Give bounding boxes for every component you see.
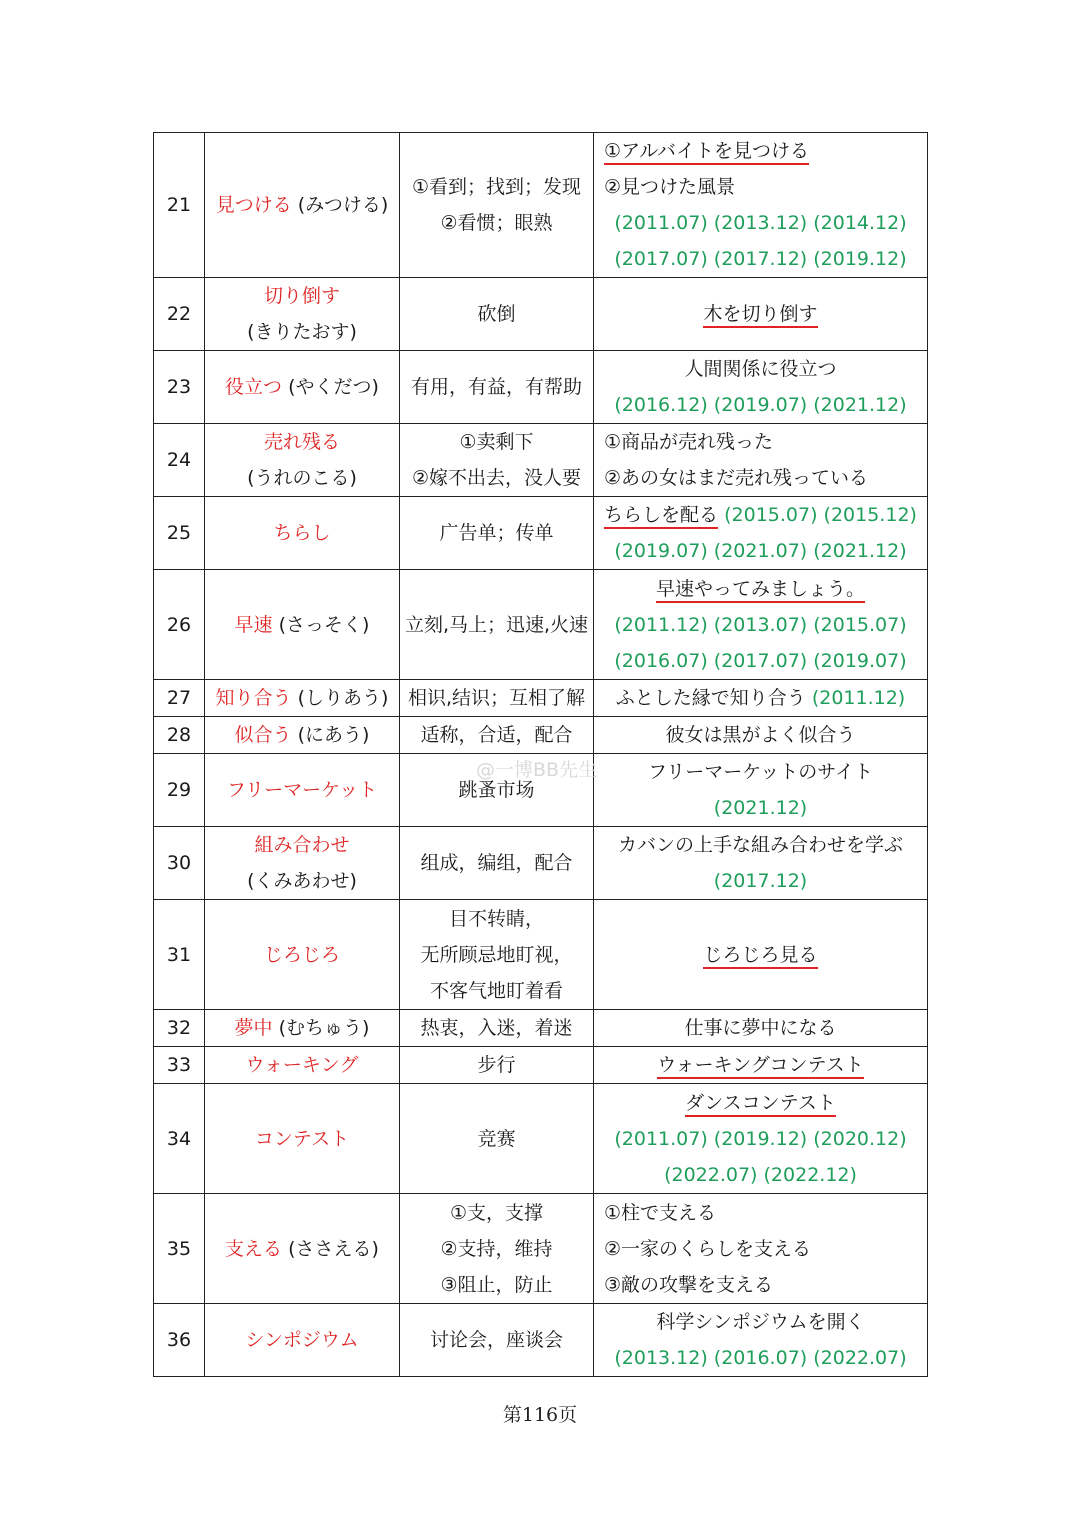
row-number: 29 [154, 754, 205, 827]
meaning-line: 组成，编组，配合 [420, 852, 573, 874]
reading: (むちゅう) [278, 1017, 370, 1039]
table-row [154, 1010, 928, 1047]
example-cell [594, 570, 928, 680]
table-row [154, 278, 928, 351]
example-cell [594, 424, 928, 497]
exam-dates: (2016.07) (2017.07) (2019.07) [614, 649, 907, 672]
example-cell [594, 717, 928, 754]
reading: (しりあう) [297, 687, 389, 709]
meaning-line: ②嫁不出去，没人要 [411, 467, 582, 489]
example-sentence: 科学シンポジウムを開く [656, 1311, 865, 1333]
example-cell [594, 351, 928, 424]
row-number: 28 [154, 717, 205, 754]
meaning-cell [400, 1304, 594, 1377]
meaning-line: ②看惯；眼熟 [440, 212, 553, 234]
table-row [154, 900, 928, 1010]
word-cell [205, 754, 400, 827]
meaning-line: 立刻,马上；迅速,火速 [404, 613, 589, 636]
example-cell [594, 680, 928, 717]
exam-dates: (2011.12) [811, 687, 906, 709]
reading: (やくだつ) [288, 376, 379, 398]
meaning-cell [400, 351, 594, 424]
exam-dates: (2017.12) [713, 870, 808, 892]
meaning-line: 竞赛 [477, 1127, 516, 1150]
table-row [154, 1084, 928, 1194]
example-sentence: ②見つけた風景 [604, 176, 736, 198]
exam-dates: (2021.12) [713, 797, 808, 819]
reading: (みつける) [297, 194, 389, 216]
example-sentence: ②あの女はまだ売れ残っている [604, 467, 869, 489]
reading: (きりたおす) [247, 321, 357, 343]
word-cell [205, 900, 400, 1010]
row-number: 27 [154, 680, 205, 717]
meaning-cell [400, 1084, 594, 1194]
meaning-line: 跳蚤市场 [458, 779, 535, 801]
meaning-cell [400, 570, 594, 680]
meaning-cell [400, 1010, 594, 1047]
page-number: 第116页 [502, 1404, 578, 1426]
word: コンテスト [254, 1127, 350, 1150]
table-row [154, 1047, 928, 1084]
example-cell [594, 278, 928, 351]
meaning-line: ①卖剩下 [459, 431, 534, 453]
exam-dates: (2011.07) (2019.12) (2020.12) [614, 1127, 907, 1150]
example-sentence: ちらしを配る [604, 504, 718, 529]
exam-dates: (2022.07) (2022.12) [664, 1163, 857, 1186]
example-cell [594, 133, 928, 278]
example-cell [594, 1194, 928, 1304]
table-row [154, 351, 928, 424]
example-sentence: 人間関係に役立つ [684, 358, 837, 380]
meaning-line: 相识,结识；互相了解 [407, 687, 586, 709]
word-cell [205, 424, 400, 497]
example-sentence: じろじろ見る [703, 944, 817, 969]
table-row [154, 827, 928, 900]
table-row [154, 497, 928, 570]
example-sentence: 木を切り倒す [703, 303, 817, 328]
meaning-cell [400, 680, 594, 717]
word: シンポジウム [245, 1329, 359, 1351]
meaning-line: 讨论会，座谈会 [429, 1329, 563, 1351]
exam-dates: (2017.07) (2017.12) (2019.12) [614, 248, 907, 270]
word: 売れ残る [263, 431, 340, 453]
example-sentence: ③敵の攻撃を支える [604, 1273, 774, 1296]
example-cell [594, 900, 928, 1010]
example-sentence: カバンの上手な組み合わせを学ぶ [617, 834, 903, 856]
word: フリーマーケット [226, 779, 378, 801]
meaning-line: 有用，有益，有帮助 [410, 376, 582, 398]
exam-dates: (2016.12) (2019.07) (2021.12) [614, 394, 907, 416]
meaning-line: 目不转睛， [448, 907, 544, 930]
exam-dates: (2015.07) (2015.12) [724, 504, 917, 526]
example-sentence: ダンスコンテスト [685, 1092, 836, 1117]
example-sentence: ふとした縁で知り合う [615, 687, 806, 709]
word-cell [205, 827, 400, 900]
example-cell [594, 1047, 928, 1084]
reading: (くみあわせ) [247, 870, 357, 892]
word: 夢中 [234, 1017, 273, 1039]
example-sentence: 彼女は黒がよく似合う [665, 724, 856, 746]
meaning-cell [400, 278, 594, 351]
example-cell [594, 1084, 928, 1194]
meaning-line: 广告单；传单 [439, 522, 554, 544]
table-row [154, 570, 928, 680]
meaning-cell [400, 1047, 594, 1084]
word-cell [205, 1194, 400, 1304]
meaning-cell [400, 424, 594, 497]
word-cell [205, 133, 400, 278]
word-cell [205, 1047, 400, 1084]
meaning-cell [400, 497, 594, 570]
example-sentence: ウォーキングコンテスト [657, 1054, 864, 1079]
reading: (にあう) [297, 724, 370, 746]
row-number: 36 [154, 1304, 205, 1377]
row-number: 30 [154, 827, 205, 900]
word-cell [205, 1304, 400, 1377]
example-sentence: ②一家のくらしを支える [604, 1237, 812, 1260]
table-row [154, 1194, 928, 1304]
row-number: 34 [154, 1084, 205, 1194]
meaning-cell [400, 133, 594, 278]
exam-dates: (2019.07) (2021.07) (2021.12) [614, 540, 907, 562]
word-cell [205, 351, 400, 424]
word: 役立つ [225, 376, 283, 398]
row-number: 21 [154, 133, 205, 278]
word: 支える [225, 1237, 283, 1260]
table-row [154, 717, 928, 754]
example-sentence: 仕事に夢中になる [684, 1017, 837, 1039]
example-cell [594, 497, 928, 570]
meaning-line: ②支持，维持 [440, 1237, 553, 1260]
example-cell [594, 1304, 928, 1377]
word: 似合う [234, 724, 292, 746]
meaning-line: 不客气地盯着看 [429, 979, 563, 1002]
example-cell [594, 754, 928, 827]
meaning-cell [400, 1194, 594, 1304]
reading: (さっそく) [278, 613, 370, 636]
table-row [154, 680, 928, 717]
meaning-line: 砍倒 [477, 303, 516, 325]
table-row [154, 424, 928, 497]
exam-dates: (2011.07) (2013.12) (2014.12) [614, 212, 907, 234]
meaning-line: 步行 [477, 1054, 516, 1076]
example-sentence: フリーマーケットのサイト [648, 761, 873, 783]
word: ちらし [273, 522, 331, 544]
example-sentence: ①柱で支える [604, 1201, 717, 1224]
example-sentence: 早速やってみましょう。 [656, 578, 865, 603]
word-cell [205, 570, 400, 680]
word: 組み合わせ [254, 834, 350, 856]
word: 早速 [234, 613, 273, 636]
example-sentence: ①商品が売れ残った [604, 431, 774, 453]
row-number: 25 [154, 497, 205, 570]
word-cell [205, 1084, 400, 1194]
table-row [154, 133, 928, 278]
row-number: 24 [154, 424, 205, 497]
reading: (うれのこる) [247, 467, 357, 489]
meaning-line: ①看到；找到；发现 [411, 176, 582, 198]
reading: (ささえる) [288, 1237, 379, 1260]
meaning-line: 适称，合适，配合 [420, 724, 573, 746]
meaning-line: 无所顾忌地盯视， [420, 943, 573, 966]
word: 見つける [215, 194, 292, 216]
word: 切り倒す [263, 285, 340, 307]
word: じろじろ [263, 943, 340, 966]
meaning-cell [400, 717, 594, 754]
row-number: 35 [154, 1194, 205, 1304]
word-cell [205, 717, 400, 754]
example-cell [594, 1010, 928, 1047]
row-number: 26 [154, 570, 205, 680]
meaning-line: 热衷，入迷，着迷 [420, 1017, 573, 1039]
example-sentence: ①アルバイトを見つける [604, 140, 809, 165]
meaning-cell [400, 900, 594, 1010]
word-cell [205, 278, 400, 351]
table-row [154, 1304, 928, 1377]
row-number: 23 [154, 351, 205, 424]
meaning-line: ①支，支撑 [449, 1201, 544, 1224]
word-cell [205, 497, 400, 570]
watermark: @一博BB先生 [476, 759, 598, 781]
row-number: 22 [154, 278, 205, 351]
row-number: 33 [154, 1047, 205, 1084]
word: ウォーキング [245, 1054, 359, 1076]
meaning-cell [400, 827, 594, 900]
row-number: 31 [154, 900, 205, 1010]
example-cell [594, 827, 928, 900]
word: 知り合う [215, 687, 292, 709]
word-cell [205, 680, 400, 717]
meaning-line: ③阻止，防止 [440, 1273, 553, 1296]
exam-dates: (2013.12) (2016.07) (2022.07) [614, 1347, 907, 1369]
row-number: 32 [154, 1010, 205, 1047]
word-cell [205, 1010, 400, 1047]
exam-dates: (2011.12) (2013.07) (2015.07) [614, 613, 907, 636]
